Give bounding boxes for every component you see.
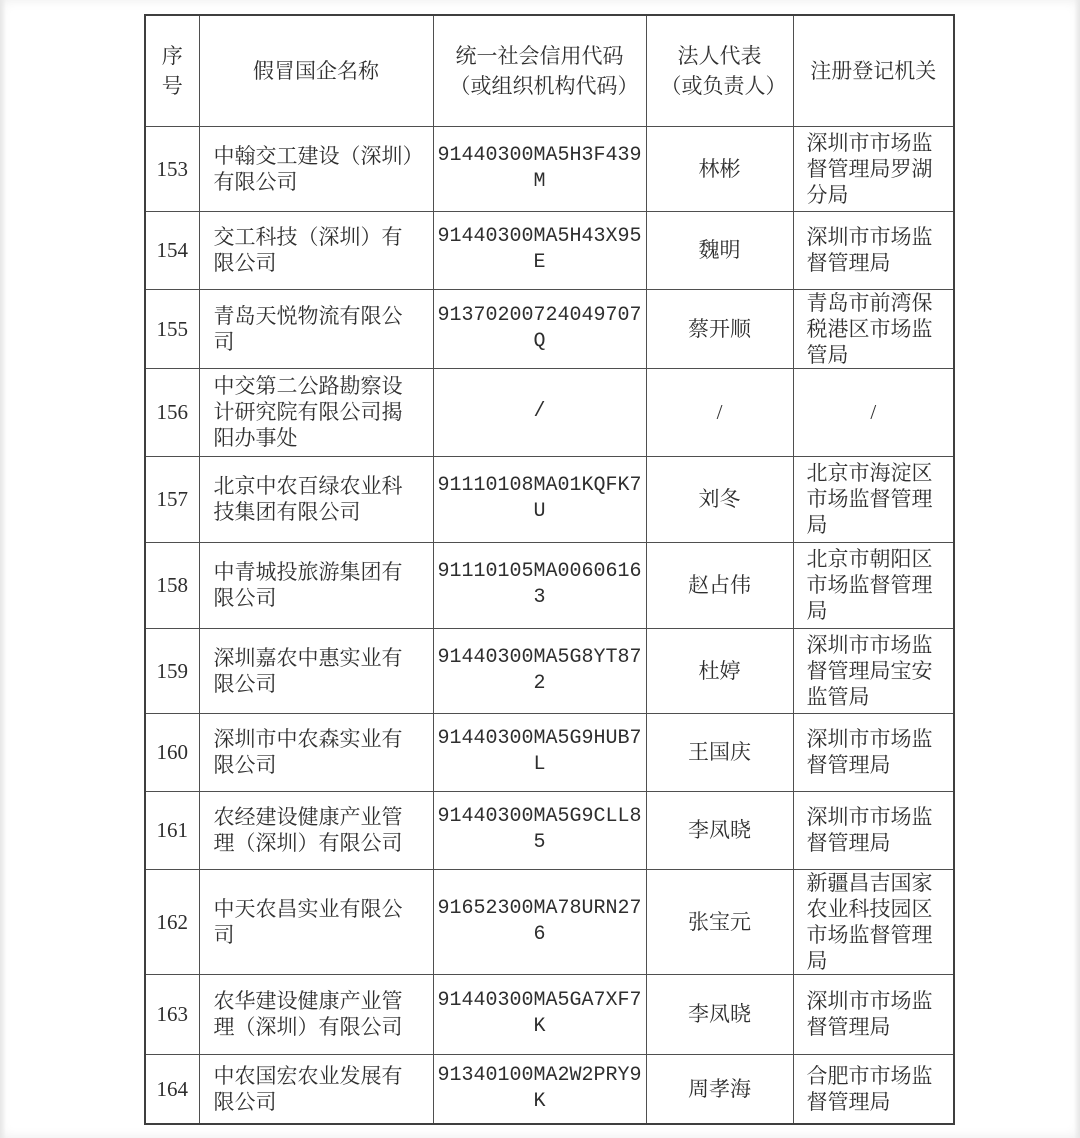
cell-company-name: 农华建设健康产业管理（深圳）有限公司 xyxy=(199,974,433,1054)
cell-legal-representative: 王国庆 xyxy=(646,713,793,791)
cell-serial-number: 163 xyxy=(145,974,199,1054)
table-row xyxy=(145,974,954,1054)
cell-credit-code: 91440300MA5G8YT872 xyxy=(433,628,646,713)
cell-legal-representative: 赵占伟 xyxy=(646,542,793,628)
cell-registration-authority: 深圳市市场监督管理局 xyxy=(793,974,954,1054)
table-header xyxy=(145,15,954,126)
cell-registration-authority: 北京市海淀区市场监督管理局 xyxy=(793,456,954,542)
cell-legal-representative: 张宝元 xyxy=(646,869,793,974)
cell-credit-code: / xyxy=(433,368,646,456)
cell-company-name: 中天农昌实业有限公司 xyxy=(199,869,433,974)
cell-legal-representative: 魏明 xyxy=(646,211,793,289)
cell-company-name: 农经建设健康产业管理（深圳）有限公司 xyxy=(199,791,433,869)
col-header-serial-number: 序号 xyxy=(145,15,199,126)
cell-company-name: 深圳嘉农中惠实业有限公司 xyxy=(199,628,433,713)
cell-serial-number: 154 xyxy=(145,211,199,289)
cell-registration-authority: 北京市朝阳区市场监督管理局 xyxy=(793,542,954,628)
table-row xyxy=(145,542,954,628)
table-row xyxy=(145,211,954,289)
cell-credit-code: 91440300MA5GA7XF7K xyxy=(433,974,646,1054)
cell-serial-number: 158 xyxy=(145,542,199,628)
cell-company-name: 中青城投旅游集团有限公司 xyxy=(199,542,433,628)
cell-registration-authority: 深圳市市场监督管理局 xyxy=(793,713,954,791)
cell-company-name: 交工科技（深圳）有限公司 xyxy=(199,211,433,289)
cell-credit-code: 91652300MA78URN276 xyxy=(433,869,646,974)
cell-serial-number: 157 xyxy=(145,456,199,542)
cell-serial-number: 156 xyxy=(145,368,199,456)
cell-company-name: 深圳市中农森实业有限公司 xyxy=(199,713,433,791)
cell-legal-representative: 林彬 xyxy=(646,126,793,211)
cell-credit-code: 91440300MA5G9CLL85 xyxy=(433,791,646,869)
cell-legal-representative: 李凤晓 xyxy=(646,791,793,869)
cell-credit-code: 91340100MA2W2PRY9K xyxy=(433,1054,646,1124)
cell-credit-code: 91440300MA5H43X95E xyxy=(433,211,646,289)
cell-serial-number: 155 xyxy=(145,289,199,368)
cell-registration-authority: / xyxy=(793,368,954,456)
cell-company-name: 中农国宏农业发展有限公司 xyxy=(199,1054,433,1124)
cell-serial-number: 159 xyxy=(145,628,199,713)
cell-registration-authority: 深圳市市场监督管理局宝安监管局 xyxy=(793,628,954,713)
cell-legal-representative: 周孝海 xyxy=(646,1054,793,1124)
table-row xyxy=(145,289,954,368)
cell-registration-authority: 新疆昌吉国家农业科技园区市场监督管理局 xyxy=(793,869,954,974)
cell-serial-number: 160 xyxy=(145,713,199,791)
cell-serial-number: 162 xyxy=(145,869,199,974)
cell-legal-representative: 杜婷 xyxy=(646,628,793,713)
cell-credit-code: 91110108MA01KQFK7U xyxy=(433,456,646,542)
fake-soe-table xyxy=(144,14,955,1125)
cell-registration-authority: 深圳市市场监督管理局 xyxy=(793,211,954,289)
col-header-legal-rep: 法人代表（或负责人） xyxy=(646,15,793,126)
table-row xyxy=(145,126,954,211)
table-row xyxy=(145,456,954,542)
cell-credit-code: 91370200724049707Q xyxy=(433,289,646,368)
cell-credit-code: 91440300MA5H3F439M xyxy=(433,126,646,211)
cell-registration-authority: 青岛市前湾保税港区市场监管局 xyxy=(793,289,954,368)
cell-company-name: 北京中农百绿农业科技集团有限公司 xyxy=(199,456,433,542)
cell-serial-number: 161 xyxy=(145,791,199,869)
cell-company-name: 中翰交工建设（深圳）有限公司 xyxy=(199,126,433,211)
table-body xyxy=(145,126,954,1124)
header-row xyxy=(145,15,954,126)
cell-registration-authority: 深圳市市场监督管理局罗湖分局 xyxy=(793,126,954,211)
table-row xyxy=(145,791,954,869)
cell-legal-representative: 蔡开顺 xyxy=(646,289,793,368)
cell-legal-representative: / xyxy=(646,368,793,456)
cell-company-name: 青岛天悦物流有限公司 xyxy=(199,289,433,368)
table-row xyxy=(145,869,954,974)
cell-serial-number: 153 xyxy=(145,126,199,211)
col-header-credit-code: 统一社会信用代码（或组织机构代码） xyxy=(433,15,646,126)
cell-serial-number: 164 xyxy=(145,1054,199,1124)
table-row xyxy=(145,368,954,456)
cell-credit-code: 91110105MA00606163 xyxy=(433,542,646,628)
cell-company-name: 中交第二公路勘察设计研究院有限公司揭阳办事处 xyxy=(199,368,433,456)
cell-registration-authority: 合肥市市场监督管理局 xyxy=(793,1054,954,1124)
cell-legal-representative: 李凤晓 xyxy=(646,974,793,1054)
table-row xyxy=(145,1054,954,1124)
cell-legal-representative: 刘冬 xyxy=(646,456,793,542)
cell-registration-authority: 深圳市市场监督管理局 xyxy=(793,791,954,869)
table-row xyxy=(145,628,954,713)
col-header-fake-soe-name: 假冒国企名称 xyxy=(199,15,433,126)
col-header-registration-org: 注册登记机关 xyxy=(793,15,954,126)
table-row xyxy=(145,713,954,791)
cell-credit-code: 91440300MA5G9HUB7L xyxy=(433,713,646,791)
